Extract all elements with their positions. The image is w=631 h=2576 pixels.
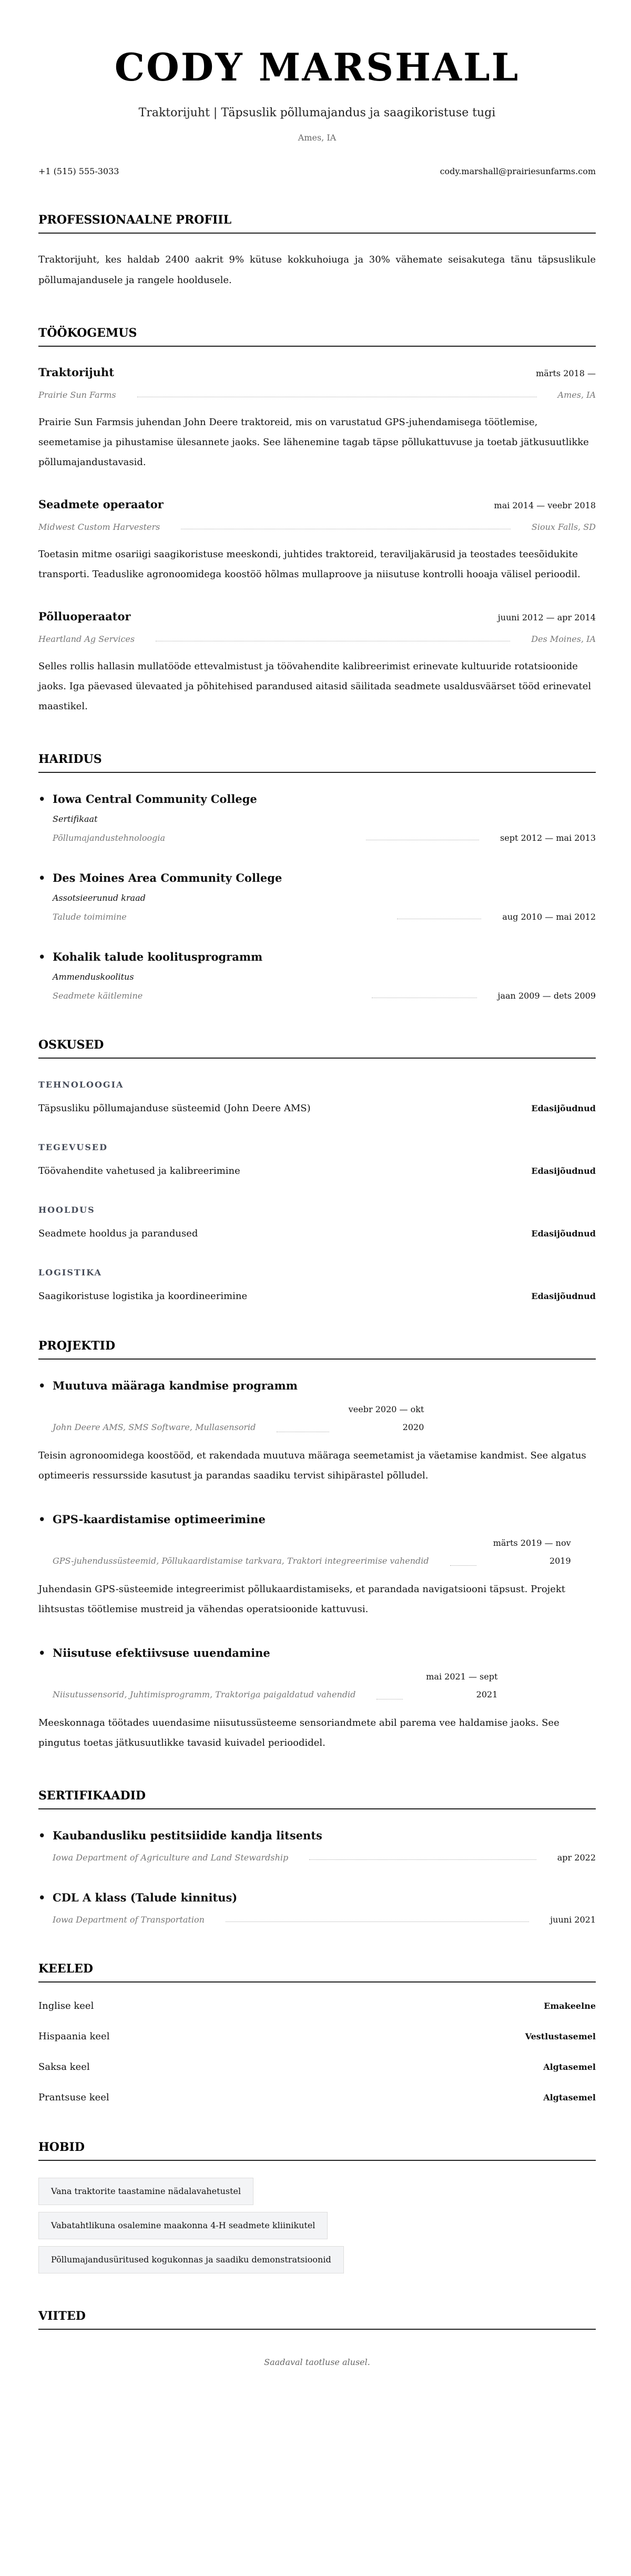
degree: Assotsieerunud kraad (53, 893, 146, 903)
section-heading: PROFESSIONAALNE PROFIIL (38, 212, 596, 234)
skill-category-name: TEGEVUSED (38, 1142, 108, 1152)
project-technologies: GPS-juhendussüsteemid, Põllukaardistamise tarkvara, Traktori integreerimise vahendid (53, 1556, 429, 1566)
language-level: Algtasemel (543, 2092, 596, 2102)
skill-category-name: TEHNOLOOGIA (38, 1080, 124, 1090)
skill-name: Saagikoristuse logistika ja koordineerimine (38, 1291, 248, 1302)
project-entry (38, 1512, 596, 1619)
language-name: Hispaania keel (38, 2031, 110, 2042)
dotted-leader (226, 1921, 529, 1922)
job-location: Sioux Falls, SD (531, 522, 596, 532)
references-text: Saadaval taotluse alusel. (264, 2357, 370, 2367)
hobby-tag: Põllumajandusüritused kogukonnas ja saadiku demonstratsioonid (38, 2246, 344, 2273)
job-title: Traktorijuht (38, 366, 114, 379)
certification-name: CDL A klass (Talude kinnitus) (53, 1891, 238, 1904)
project-dates: märts 2019 — nov 2019 (493, 1538, 571, 1566)
project-description: Juhendasin GPS-süsteemide integreerimist põllukaardistamiseks, et parandada navigatsiooni täpsust. Projekt lihtsustas töötlemise mustreid ja vähendas operatsioonide kattuvusi. (38, 1584, 566, 1615)
bullet-icon: • (38, 871, 46, 884)
section-hobbies (38, 2139, 596, 2273)
job-entry (38, 497, 596, 585)
section-skills (38, 1037, 596, 1303)
dotted-leader (309, 1859, 536, 1860)
language-level: Emakeelne (544, 2001, 596, 2011)
section-education (38, 751, 596, 1002)
language-name: Prantsuse keel (38, 2092, 109, 2103)
section-heading: HARIDUS (38, 751, 596, 773)
skill-level: Edasijõudnud (531, 1229, 596, 1239)
job-location: Ames, IA (557, 390, 596, 400)
email-link[interactable]: cody.marshall@prairiesunfarms.com (440, 166, 596, 176)
education-dates: jaan 2009 — dets 2009 (497, 991, 596, 1001)
degree: Sertifikaat (53, 814, 98, 824)
section-heading: SERTIFIKAADID (38, 1788, 596, 1809)
skill-category-name: LOGISTIKA (38, 1267, 102, 1277)
company: Heartland Ag Services (38, 634, 135, 644)
project-entry (38, 1378, 596, 1486)
skill-category (38, 1267, 596, 1303)
bullet-icon: • (38, 1829, 46, 1842)
company: Midwest Custom Harvesters (38, 522, 160, 532)
language-level: Algtasemel (543, 2062, 596, 2072)
dotted-leader (450, 1565, 476, 1566)
section-heading: HOBID (38, 2139, 596, 2161)
skill-level: Edasijõudnud (531, 1103, 596, 1113)
project-title: GPS-kaardistamise optimeerimine (53, 1513, 266, 1526)
job-title: Põlluoperaator (38, 610, 131, 623)
hobby-tag: Vana traktorite taastamine nädalavahetustel (38, 2178, 253, 2205)
skill-name: Täpsusliku põllumajanduse süsteemid (John Deere AMS) (38, 1103, 311, 1114)
project-technologies: John Deere AMS, SMS Software, Mullasensorid (53, 1422, 256, 1432)
bullet-icon: • (38, 1646, 46, 1659)
skill-category (38, 1204, 596, 1241)
section-heading: PROJEKTID (38, 1338, 596, 1360)
school-name: Kohalik talude koolitusprogramm (53, 950, 263, 963)
section-heading: TÖÖKOGEMUS (38, 325, 596, 347)
project-entry (38, 1646, 596, 1753)
certification-issuer: Iowa Department of Transportation (53, 1915, 205, 1925)
company: Prairie Sun Farms (38, 390, 116, 400)
job-description: Prairie Sun Farmsis juhendan John Deere traktoreid, mis on varustatud GPS-juhendamisega töötlemise, seemetamise ja pihustamise ülesannete jaoks. See lähenemine tagab täpse põllukattuvuse ja toetab jätkusuutlikke põllumajandustavasid. (38, 417, 589, 468)
education-entry (38, 792, 596, 844)
degree: Ammenduskoolitus (53, 972, 134, 982)
education-dates: sept 2012 — mai 2013 (500, 833, 596, 843)
job-dates: märts 2018 — (536, 368, 596, 378)
bullet-icon: • (38, 950, 46, 963)
certification-entry (38, 1828, 596, 1864)
school-name: Des Moines Area Community College (53, 871, 282, 884)
language-entry (38, 2091, 596, 2105)
resume (0, 45, 631, 2367)
section-languages (38, 1961, 596, 2105)
field-of-study: Seadmete käitlemine (53, 991, 143, 1001)
job-dates: mai 2014 — veebr 2018 (494, 500, 596, 510)
language-entry (38, 2060, 596, 2074)
section-heading: KEELED (38, 1961, 596, 1983)
profile-text: Traktorijuht, kes haldab 2400 aakrit 9% kütuse kokkuhoiuga ja 30% vähemate seisakutega tänu täpsuslikule põllumajandusele ja rangele hooldusele. (38, 254, 596, 286)
education-entry (38, 871, 596, 923)
language-name: Saksa keel (38, 2061, 90, 2072)
candidate-subtitle: Traktorijuht | Täpsuslik põllumajandus ja saagikoristuse tugi (138, 106, 496, 119)
job-description: Toetasin mitme osariigi saagikoristuse meeskondi, juhtides traktoreid, teraviljakärusid ja teostades teesõidukite transporti. Teaduslike agronoomidega koostöö hõlmas mullaproove ja niisutuse kontrolli hooaja välisel perioodil. (38, 549, 581, 580)
certification-date: apr 2022 (557, 1853, 596, 1863)
job-title: Seadmete operaator (38, 498, 164, 511)
school-name: Iowa Central Community College (53, 792, 257, 806)
section-heading: VIITED (38, 2308, 596, 2330)
language-entry (38, 2030, 596, 2044)
project-dates: mai 2021 — sept 2021 (426, 1672, 498, 1699)
certification-issuer: Iowa Department of Agriculture and Land Stewardship (53, 1853, 289, 1863)
section-references (38, 2308, 596, 2367)
section-certifications (38, 1788, 596, 1926)
project-title: Muutuva määraga kandmise programm (53, 1379, 298, 1392)
bullet-icon: • (38, 1379, 46, 1392)
language-name: Inglise keel (38, 2000, 94, 2011)
section-projects (38, 1338, 596, 1753)
section-profile (38, 212, 596, 290)
job-entry (38, 609, 596, 717)
field-of-study: Talude toimimine (53, 912, 127, 922)
bullet-icon: • (38, 1513, 46, 1526)
project-title: Niisutuse efektiivsuse uuendamine (53, 1646, 270, 1659)
language-level: Vestlustasemel (525, 2031, 596, 2041)
job-description: Selles rollis hallasin mullatööde ettevalmistust ja töövahendite kalibreerimist erinevate kultuuride rotatsioonide jaoks. Iga päevased ülevaated ja põhitehised parandused aitasid säilitada seadmete usaldusväärset tööd erinevatel maastikel. (38, 661, 592, 712)
candidate-location: Ames, IA (298, 133, 337, 143)
job-dates: juuni 2012 — apr 2014 (497, 612, 596, 622)
project-description: Teisin agronoomidega koostööd, et rakendada muutuva määraga seemetamist ja väetamise kandmist. See algatus optimeeris ressursside kasutust ja parandas saadiku tervist sihipärastel põlludel. (38, 1450, 586, 1481)
phone: +1 (515) 555-3033 (38, 166, 119, 176)
skill-name: Töövahendite vahetused ja kalibreerimine (38, 1165, 240, 1176)
job-entry (38, 365, 596, 472)
certification-name: Kaubandusliku pestitsiidide kandja litsents (53, 1829, 322, 1842)
education-dates: aug 2010 — mai 2012 (502, 912, 596, 922)
skill-level: Edasijõudnud (531, 1166, 596, 1176)
bullet-icon: • (38, 792, 46, 806)
section-experience (38, 325, 596, 717)
hobby-tag: Vabatahtlikuna osalemine maakonna 4-H seadmete kliinikutel (38, 2212, 328, 2239)
field-of-study: Põllumajandustehnoloogia (53, 833, 165, 843)
job-location: Des Moines, IA (531, 634, 596, 644)
project-description: Meeskonnaga töötades uuendasime niisutussüsteeme sensoriandmete abil parema vee haldamise jaoks. See pingutus toetas jätkusuutlikke tavasid kuivadel perioodidel. (38, 1717, 559, 1748)
project-dates: veebr 2020 — okt 2020 (348, 1404, 424, 1432)
contact-row (38, 166, 596, 177)
certification-date: juuni 2021 (550, 1915, 596, 1925)
candidate-name: CODY MARSHALL (114, 45, 520, 89)
skill-category (38, 1142, 596, 1178)
language-entry (38, 1999, 596, 2013)
project-technologies: Niisutussensorid, Juhtimisprogramm, Traktoriga paigaldatud vahendid (53, 1689, 356, 1699)
skill-category (38, 1079, 596, 1115)
education-entry (38, 950, 596, 1002)
skill-category-name: HOOLDUS (38, 1205, 95, 1215)
bullet-icon: • (38, 1891, 46, 1904)
certification-entry (38, 1890, 596, 1926)
section-heading: OSKUSED (38, 1037, 596, 1059)
skill-name: Seadmete hooldus ja parandused (38, 1228, 198, 1239)
skill-level: Edasijõudnud (531, 1291, 596, 1301)
